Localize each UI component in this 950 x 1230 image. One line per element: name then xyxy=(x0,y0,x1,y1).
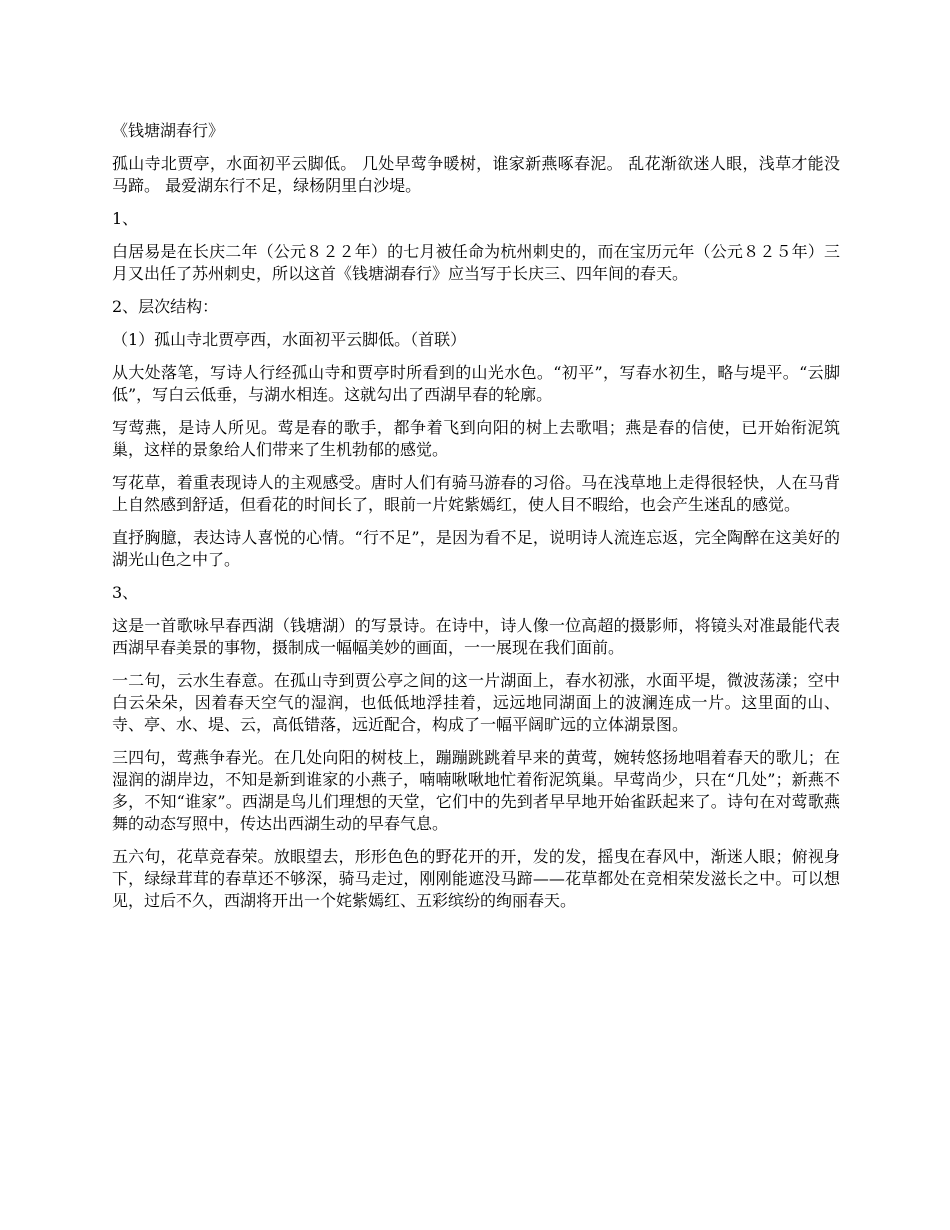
first-couplet-line: （1）孤山寺北贾亭西，水面初平云脚低。（首联） xyxy=(112,330,467,349)
poem-text: 孤山寺北贾亭，水面初平云脚低。 几处早莺争暖树，谁家新燕啄春泥。 乱花渐欲迷人眼，浅草才能没马蹄。 最爱湖东行不足，绿杨阴里白沙堤。 xyxy=(112,154,840,195)
document-page xyxy=(112,120,840,923)
appreciation-paragraph: 一二句，云水生春意。在孤山寺到贾公亭之间的这一片湖面上，春水初涨，水面平堤，微波荡漾；空中白云朵朵，因着春天空气的湿润，也低低地浮挂着，远远地同湖面上的波澜连成一片。这里面的山、寺、亭、水、堤、云，高低错落，远近配合，构成了一幅平阔旷远的立体湖景图。 xyxy=(112,671,840,734)
section-heading-2: 2、层次结构： xyxy=(112,297,219,316)
analysis-paragraph: 直抒胸臆，表达诗人喜悦的心情。“行不足”，是因为看不足，说明诗人流连忘返，完全陶醉在这美好的湖光山色之中了。 xyxy=(112,528,840,569)
analysis-paragraph: 写莺燕，是诗人所见。莺是春的歌手，都争着飞到向阳的树上去歌唱；燕是春的信使，已开始衔泥筑巢，这样的景象给人们带来了生机勃郁的感觉。 xyxy=(112,418,840,459)
background-paragraph: 白居易是在长庆二年（公元８２２年）的七月被任命为杭州刺史的，而在宝历元年（公元８２５年）三月又出任了苏州刺史，所以这首《钱塘湖春行》应当写于长庆三、四年间的春天。 xyxy=(112,242,840,283)
document-title: 《钱塘湖春行》 xyxy=(112,121,225,140)
appreciation-paragraph: 五六句，花草竞春荣。放眼望去，形形色色的野花开的开，发的发，摇曳在春风中，渐迷人眼；俯视身下，绿绿茸茸的春草还不够深，骑马走过，刚刚能遮没马蹄——花草都处在竞相荣发滋长之中。可以想见，过后不久，西湖将开出一个姹紫嫣红、五彩缤纷的绚丽春天。 xyxy=(112,847,840,910)
analysis-paragraph: 从大处落笔，写诗人行经孤山寺和贾亭时所看到的山光水色。“初平”，写春水初生，略与堤平。“云脚低”，写白云低垂，与湖水相连。这就勾出了西湖早春的轮廓。 xyxy=(112,363,840,404)
section-heading-3: 3、 xyxy=(112,583,139,602)
analysis-paragraph: 写花草，着重表现诗人的主观感受。唐时人们有骑马游春的习俗。马在浅草地上走得很轻快，人在马背上自然感到舒适，但看花的时间长了，眼前一片姹紫嫣红，使人目不暇给，也会产生迷乱的感觉。 xyxy=(112,473,840,514)
section-heading-1: 1、 xyxy=(112,209,139,228)
appreciation-paragraph: 三四句，莺燕争春光。在几处向阳的树枝上，蹦蹦跳跳着早来的黄莺，婉转悠扬地唱着春天的歌儿；在湿润的湖岸边，不知是新到谁家的小燕子，喃喃啾啾地忙着衔泥筑巢。早莺尚少，只在“几处”；新燕不多，不知“谁家”。西湖是鸟儿们理想的天堂，它们中的先到者早早地开始雀跃起来了。诗句在对莺歌燕舞的动态写照中，传达出西湖生动的早春气息。 xyxy=(112,748,840,833)
appreciation-paragraph: 这是一首歌咏早春西湖（钱塘湖）的写景诗。在诗中，诗人像一位高超的摄影师，将镜头对准最能代表西湖早春美景的事物，摄制成一幅幅美妙的画面，一一展现在我们面前。 xyxy=(112,616,840,657)
